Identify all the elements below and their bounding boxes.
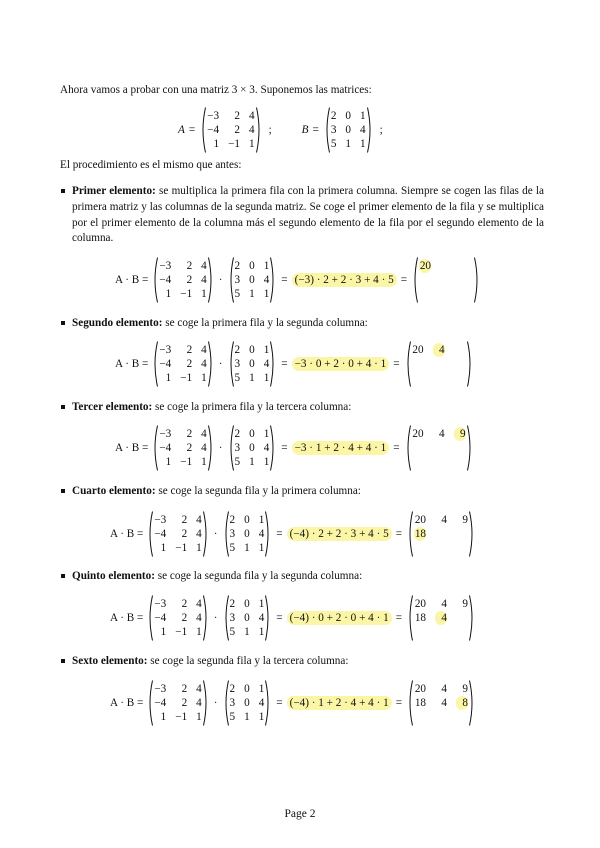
matrix-cell: 1 [213, 138, 220, 150]
matrix-cell: 2 [181, 612, 188, 624]
equals-sign: = [281, 358, 288, 370]
matrix-cell: 1 [160, 626, 167, 638]
right-paren [208, 425, 214, 471]
step-4-equation [110, 511, 476, 557]
matrix-cell: 9 [454, 427, 466, 441]
matrix-cell: 0 [244, 528, 250, 540]
right-paren [367, 107, 373, 153]
matrix-cell: 2 [181, 528, 188, 540]
matrix-cell: 0 [244, 598, 250, 610]
matrix-cell: 2 [234, 260, 241, 272]
matrix-cell: −3 [154, 598, 167, 610]
equals-sign: = [400, 274, 407, 286]
equals-sign: = [395, 697, 402, 709]
matrix-cell: 1 [263, 260, 270, 272]
matrix-cell: −1 [175, 626, 188, 638]
matrix-definitions [178, 107, 383, 153]
matrix-cell: 0 [249, 442, 255, 454]
bullet-marker [61, 321, 65, 325]
matrix-b [223, 680, 272, 726]
right-paren [270, 425, 276, 471]
matrix-cell: 4 [263, 358, 270, 370]
matrix-a [152, 425, 213, 471]
matrix-cell: 1 [160, 542, 167, 554]
matrix-cell: 9 [462, 683, 468, 695]
matrix-cell [456, 527, 468, 541]
matrix-cell [461, 273, 473, 287]
matrix-cell: 4 [263, 274, 270, 286]
matrix-cell: 1 [263, 288, 270, 300]
matrix-cell [454, 343, 466, 357]
matrix-cell [433, 357, 445, 371]
matrix-cell: 1 [360, 138, 366, 150]
matrix-b [228, 425, 277, 471]
dot-operator: · [213, 697, 218, 709]
step-description: se coge la segunda fila y la primera columna: [155, 485, 361, 497]
expression-highlight: −3 · 1 + 2 · 4 + 4 · 1 [292, 441, 390, 455]
matrix-cell: 5 [234, 456, 241, 468]
matrix-cell: 1 [258, 626, 265, 638]
matrix-cell: 20 [412, 428, 424, 440]
matrix-cell: 2 [181, 514, 188, 526]
step-title: Sexto elemento: [72, 655, 148, 667]
right-paren [467, 341, 473, 387]
matrix-cell: 1 [345, 138, 352, 150]
step-3-bullet [60, 400, 544, 416]
step-title: Segundo elemento: [72, 317, 163, 329]
matrix-cell: −1 [228, 138, 240, 150]
result-matrix [407, 680, 475, 726]
matrix-cell: 20 [419, 260, 431, 272]
matrix-cell: 5 [234, 288, 241, 300]
right-paren [270, 257, 276, 303]
matrix-cell [419, 273, 431, 287]
matrix-cell: 2 [330, 110, 337, 122]
matrix-cell: 1 [258, 683, 265, 695]
matrix-cell: 1 [258, 711, 265, 723]
right-paren [203, 680, 209, 726]
matrix-b-name: B [301, 124, 309, 136]
matrix-cell: 20 [412, 344, 424, 356]
matrix-b [223, 511, 272, 557]
matrix-cell: 3 [330, 124, 337, 136]
matrix-cell: 4 [248, 124, 255, 136]
matrix-cell: −4 [159, 358, 172, 370]
matrix-cell: 3 [234, 358, 241, 370]
product-label: A · B = [115, 274, 149, 286]
matrix-cell: 0 [249, 344, 255, 356]
matrix-cell: 1 [196, 542, 202, 554]
step-description: se multiplica la primera fila con la primera columna. Siempre se cogen las filas de la primera matriz y las columnas de la segunda matriz. Se coge el primer elemento de la fila y se multiplica por el primer elemento de la columna más el segundo elemento de la fila por el segundo elemento de la columna. [72, 185, 545, 245]
matrix-a [147, 680, 208, 726]
procedure-paragraph: El procedimiento es el mismo que antes: [60, 159, 242, 171]
right-paren [256, 107, 262, 153]
step-5-equation [110, 595, 476, 641]
expression-highlight: (−4) · 1 + 2 · 4 + 4 · 1 [287, 696, 392, 710]
matrix-cell: −4 [207, 124, 220, 136]
matrix-cell: −3 [207, 110, 220, 122]
matrix-cell: 18 [414, 528, 426, 540]
matrix-cell: 5 [234, 372, 241, 384]
bullet-marker [61, 659, 65, 663]
right-paren [265, 680, 271, 726]
expression-highlight: −3 · 0 + 2 · 0 + 4 · 1 [292, 357, 390, 371]
matrix-cell: 1 [248, 138, 255, 150]
matrix-cell: 2 [229, 683, 236, 695]
step-1-bullet [60, 184, 544, 247]
matrix-cell: −3 [159, 344, 172, 356]
result-matrix [412, 257, 480, 303]
result-matrix [407, 511, 475, 557]
matrix-cell: 0 [345, 124, 352, 136]
page-number: Page 2 [284, 808, 316, 820]
matrix-cell: 5 [229, 711, 236, 723]
matrix-cell: −1 [175, 711, 188, 723]
right-paren [469, 595, 475, 641]
matrix-cell: 1 [201, 288, 207, 300]
matrix-cell: −4 [159, 274, 172, 286]
step-description: se coge la segunda fila y la segunda columna: [154, 570, 363, 582]
equals-sign: = [276, 697, 283, 709]
matrix-cell: 2 [181, 697, 188, 709]
matrix-cell: 1 [258, 514, 265, 526]
matrix-cell: 1 [201, 372, 207, 384]
matrix-a [152, 341, 213, 387]
matrix-cell: 2 [186, 442, 193, 454]
matrix-cell: 4 [201, 260, 207, 272]
step-3-equation [115, 425, 474, 471]
matrix-cell: 1 [360, 110, 366, 122]
step-description: se coge la primera fila y la segunda columna: [162, 317, 368, 329]
step-2-equation [115, 341, 474, 387]
matrix-cell: 4 [201, 442, 207, 454]
matrix-cell: 0 [345, 110, 352, 122]
matrix-cell: 4 [441, 683, 447, 695]
matrix-cell: −4 [154, 697, 167, 709]
product-label: A · B = [115, 442, 149, 454]
matrix-cell: 4 [196, 697, 202, 709]
matrix-cell: 2 [229, 514, 236, 526]
matrix-cell: 3 [234, 442, 241, 454]
matrix-cell: 1 [249, 372, 255, 384]
matrix-cell: 4 [196, 598, 202, 610]
matrix-cell [454, 441, 466, 455]
matrix-cell: 9 [462, 598, 468, 610]
result-matrix [405, 341, 473, 387]
step-title: Cuarto elemento: [72, 485, 156, 497]
matrix-cell: 8 [456, 696, 468, 710]
step-2-bullet [60, 316, 544, 332]
right-paren [208, 257, 214, 303]
product-label: A · B = [110, 697, 144, 709]
matrix-cell: 1 [244, 711, 250, 723]
matrix-cell [454, 357, 466, 371]
matrix-cell [461, 259, 473, 273]
matrix-cell: 0 [249, 428, 255, 440]
product-label: A · B = [110, 528, 144, 540]
matrix-cell: −3 [159, 260, 172, 272]
matrix-cell: 2 [234, 124, 240, 136]
matrix-cell: −4 [159, 442, 172, 454]
expression-highlight: (−3) · 2 + 2 · 3 + 4 · 5 [292, 273, 397, 287]
bullet-marker [61, 574, 65, 578]
matrix-cell: −3 [159, 428, 172, 440]
matrix-a [152, 257, 213, 303]
equals-sign: = [393, 358, 400, 370]
dot-operator: · [213, 528, 218, 540]
matrix-cell: 1 [263, 372, 270, 384]
matrix-cell: 1 [258, 542, 265, 554]
matrix-cell: 4 [196, 528, 202, 540]
matrix-cell: 1 [160, 711, 167, 723]
dot-operator: · [218, 274, 223, 286]
expression-highlight: (−4) · 0 + 2 · 0 + 4 · 1 [287, 611, 392, 625]
matrix-cell: 5 [229, 626, 236, 638]
matrix-cell: 3 [234, 274, 241, 286]
equals-sign: = [188, 124, 196, 136]
matrix-cell: 4 [196, 683, 202, 695]
right-paren [265, 511, 271, 557]
dot-operator: · [218, 358, 223, 370]
matrix-cell: 4 [258, 612, 265, 624]
matrix-cell: 3 [229, 612, 236, 624]
matrix-cell: 0 [249, 358, 255, 370]
matrix-cell: 1 [263, 428, 270, 440]
matrix-cell [440, 273, 452, 287]
equals-sign: = [395, 528, 402, 540]
matrix-cell: 1 [196, 626, 202, 638]
matrix-cell [440, 259, 452, 273]
matrix-cell: 4 [201, 358, 207, 370]
matrix-cell: 3 [229, 697, 236, 709]
matrix-cell: 4 [441, 598, 447, 610]
matrix-cell: 5 [330, 138, 337, 150]
matrix-cell: 2 [186, 358, 193, 370]
matrix-cell: 2 [234, 428, 241, 440]
matrix-cell: 0 [249, 260, 255, 272]
equals-sign: = [393, 442, 400, 454]
matrix-cell: 20 [414, 514, 426, 526]
matrix-cell: −3 [154, 683, 167, 695]
matrix-cell: 4 [201, 428, 207, 440]
matrix-b [324, 107, 373, 153]
matrix-cell: −3 [154, 514, 167, 526]
matrix-cell: −4 [154, 612, 167, 624]
matrix-cell: 5 [229, 542, 236, 554]
product-label: A · B = [115, 358, 149, 370]
matrix-cell: 4 [258, 697, 265, 709]
matrix-cell: 4 [201, 344, 207, 356]
matrix-cell: −4 [154, 528, 167, 540]
result-matrix [407, 595, 475, 641]
step-description: se coge la primera fila y la tercera columna: [152, 401, 352, 413]
equals-sign: = [281, 274, 288, 286]
matrix-a-name: A [178, 124, 185, 136]
matrix-cell: 4 [258, 528, 265, 540]
right-paren [203, 511, 209, 557]
matrix-cell: 2 [181, 598, 188, 610]
matrix-cell: 2 [234, 344, 241, 356]
matrix-cell [433, 441, 445, 455]
step-description: se coge la segunda fila y la tercera columna: [147, 655, 349, 667]
product-label: A · B = [110, 612, 144, 624]
intro-paragraph: Ahora vamos a probar con una matriz 3 × 3. Suponemos las matrices: [60, 84, 372, 96]
matrix-cell [435, 527, 447, 541]
matrix-cell: −1 [180, 372, 193, 384]
matrix-cell: 18 [414, 697, 426, 709]
right-paren [469, 511, 475, 557]
result-matrix [405, 425, 473, 471]
step-title: Primer elemento: [72, 185, 156, 197]
dot-operator: · [218, 442, 223, 454]
matrix-cell: 1 [263, 456, 270, 468]
matrix-cell: 0 [244, 514, 250, 526]
bullet-marker [61, 189, 65, 193]
matrix-cell: 2 [181, 683, 188, 695]
matrix-cell: 20 [414, 683, 426, 695]
matrix-a [200, 107, 261, 153]
matrix-b [223, 595, 272, 641]
matrix-cell: 2 [186, 428, 193, 440]
step-title: Tercer elemento: [72, 401, 153, 413]
matrix-cell: 1 [263, 344, 270, 356]
matrix-cell: 0 [244, 683, 250, 695]
matrix-cell: 4 [441, 697, 447, 709]
dot-operator: · [213, 612, 218, 624]
step-5-bullet [60, 569, 544, 585]
matrix-cell: 4 [196, 612, 202, 624]
matrix-cell: 2 [229, 598, 236, 610]
matrix-cell: 1 [165, 456, 172, 468]
matrix-cell: 9 [462, 514, 468, 526]
matrix-cell: 1 [165, 288, 172, 300]
matrix-cell: 1 [249, 456, 255, 468]
equals-sign: = [395, 612, 402, 624]
matrix-cell: 3 [229, 528, 236, 540]
matrix-cell: 4 [263, 442, 270, 454]
bullet-marker [61, 489, 65, 493]
matrix-cell: 0 [249, 274, 255, 286]
step-6-bullet [60, 654, 544, 670]
step-6-equation [110, 680, 476, 726]
right-paren [474, 257, 480, 303]
equals-sign: = [276, 528, 283, 540]
right-paren [265, 595, 271, 641]
matrix-cell: 1 [258, 598, 265, 610]
right-paren [467, 425, 473, 471]
matrix-cell: −1 [175, 542, 188, 554]
step-title: Quinto elemento: [72, 570, 155, 582]
matrix-cell: 2 [186, 260, 193, 272]
matrix-cell: 1 [196, 711, 202, 723]
matrix-cell: 4 [433, 343, 445, 357]
matrix-cell [412, 441, 424, 455]
matrix-cell: 18 [414, 612, 426, 624]
step-1-equation [115, 257, 481, 303]
right-paren [208, 341, 214, 387]
semicolon: ; [379, 124, 383, 136]
matrix-cell: 2 [186, 344, 193, 356]
matrix-a [147, 511, 208, 557]
expression-highlight: (−4) · 2 + 2 · 3 + 4 · 5 [287, 527, 392, 541]
matrix-cell: 2 [186, 274, 193, 286]
right-paren [469, 680, 475, 726]
matrix-cell: −1 [180, 288, 193, 300]
matrix-cell: 1 [244, 626, 250, 638]
right-paren [203, 595, 209, 641]
matrix-cell: 4 [360, 124, 366, 136]
matrix-cell: 4 [201, 274, 207, 286]
matrix-cell: 4 [248, 110, 255, 122]
matrix-cell: 1 [165, 372, 172, 384]
matrix-cell: 4 [435, 611, 447, 625]
matrix-cell: 2 [234, 110, 240, 122]
semicolon: ; [268, 124, 272, 136]
matrix-cell: 0 [244, 612, 250, 624]
right-paren [270, 341, 276, 387]
equals-sign: = [312, 124, 319, 136]
equals-sign: = [281, 442, 288, 454]
matrix-b [228, 341, 277, 387]
matrix-cell: −1 [180, 456, 193, 468]
matrix-cell: 0 [244, 697, 250, 709]
matrix-cell: 4 [196, 514, 202, 526]
matrix-cell: 1 [201, 456, 207, 468]
matrix-cell [412, 357, 424, 371]
matrix-b [228, 257, 277, 303]
equals-sign: = [276, 612, 283, 624]
matrix-cell: 4 [441, 514, 447, 526]
bullet-marker [61, 405, 65, 409]
matrix-cell: 1 [249, 288, 255, 300]
matrix-cell: 20 [414, 598, 426, 610]
matrix-cell: 4 [438, 428, 445, 440]
matrix-cell: 1 [244, 542, 250, 554]
step-4-bullet [60, 484, 544, 500]
matrix-a [147, 595, 208, 641]
matrix-cell [456, 611, 468, 625]
